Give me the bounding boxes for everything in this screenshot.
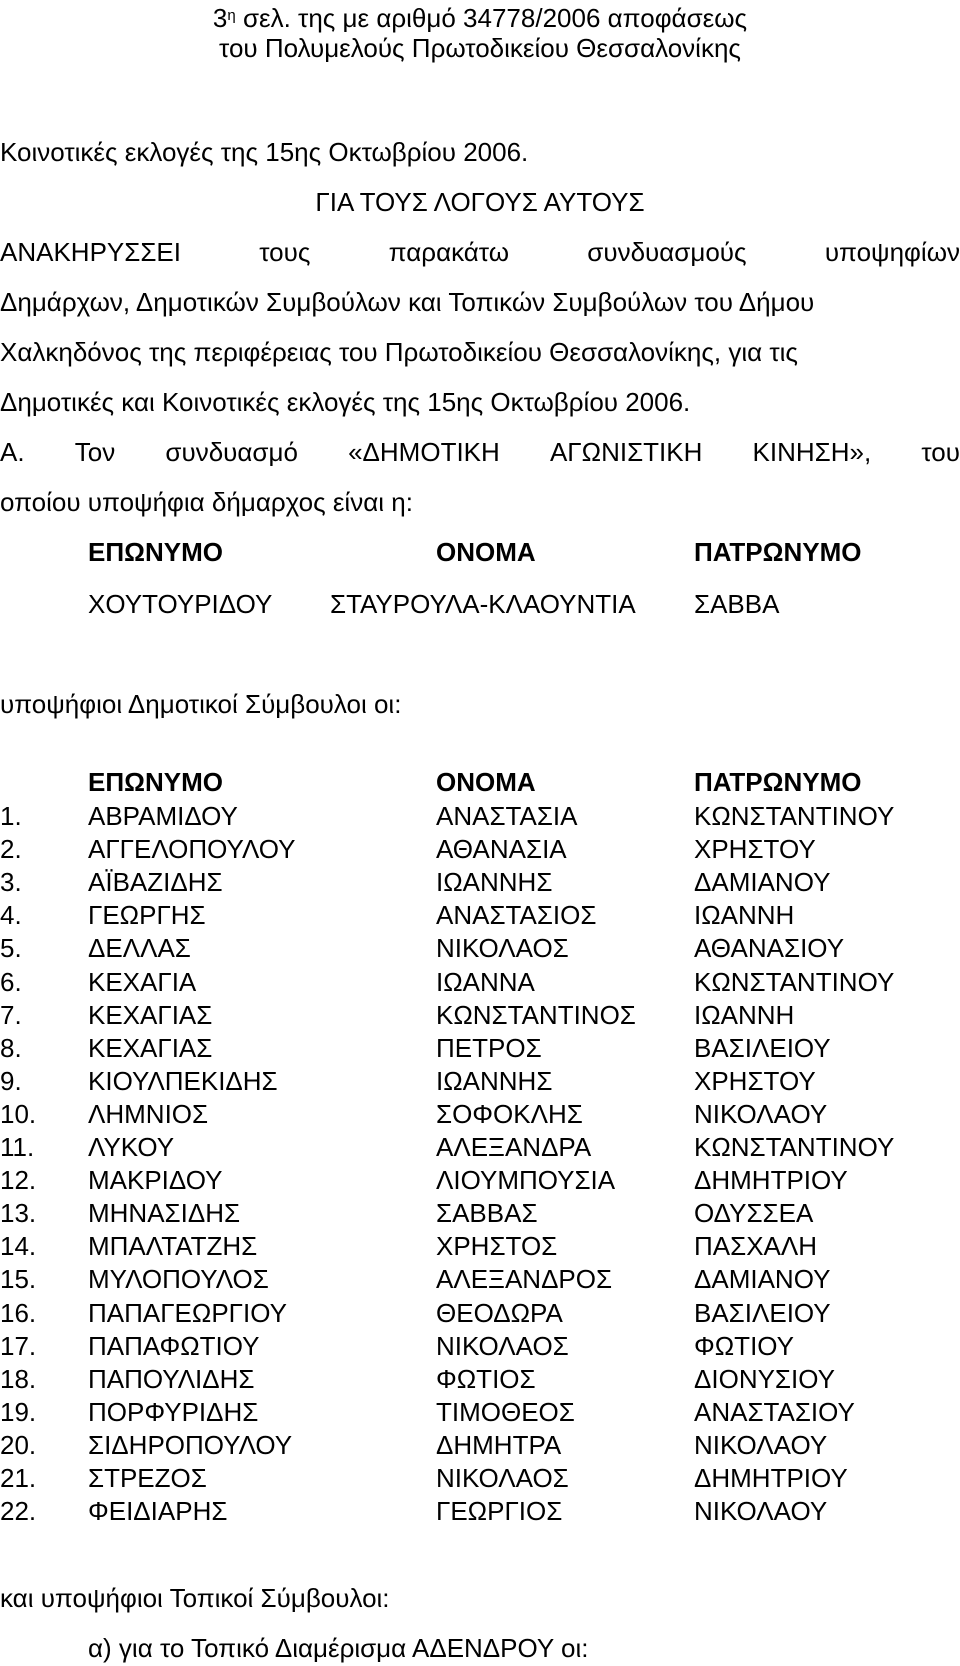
row-surname: ΑΓΓΕΛΟΠΟΥΛΟΥ bbox=[88, 834, 296, 864]
proclamation-line1 bbox=[0, 236, 960, 268]
row-surname: ΣΤΡΕΖΟΣ bbox=[88, 1463, 207, 1493]
row-name: ΙΩΑΝΝΑ bbox=[436, 967, 535, 997]
row-number: 9. bbox=[0, 1066, 22, 1096]
row-surname: ΑΪΒΑΖΙΔΗΣ bbox=[88, 867, 223, 897]
row-name: ΙΩΑΝΝΗΣ bbox=[436, 867, 553, 897]
row-name: ΚΩΝΣΤΑΝΤΙΝΟΣ bbox=[436, 1000, 636, 1030]
row-fathername: ΚΩΝΣΤΑΝΤΙΝΟΥ bbox=[694, 1132, 895, 1162]
row-number: 20. bbox=[0, 1430, 37, 1460]
row-number: 7. bbox=[0, 1000, 22, 1030]
word: ΑΓΩΝΙΣΤΙΚΗ bbox=[549, 437, 703, 467]
row-fathername: ΠΑΣΧΑΛΗ bbox=[694, 1231, 818, 1261]
row-fathername: ΑΘΑΝΑΣΙΟΥ bbox=[694, 933, 845, 963]
row-surname: ΠΑΠΑΓΕΩΡΓΙΟΥ bbox=[88, 1298, 287, 1328]
court-name: του Πολυμελούς Πρωτοδικείου Θεσσαλονίκης bbox=[219, 33, 741, 63]
row-name: ΘΕΟΔΩΡΑ bbox=[436, 1298, 563, 1328]
mayor-fathername: ΣΑΒΒΑ bbox=[694, 589, 780, 619]
word: υποψηφίων bbox=[824, 237, 960, 267]
row-name: ΑΛΕΞΑΝΔΡΟΣ bbox=[436, 1264, 613, 1294]
row-number: 13. bbox=[0, 1198, 37, 1228]
row-name: ΓΕΩΡΓΙΟΣ bbox=[436, 1496, 563, 1526]
row-fathername: ΝΙΚΟΛΑΟΥ bbox=[694, 1496, 828, 1526]
word: συνδυασμό bbox=[165, 437, 298, 467]
word: παρακάτω bbox=[388, 237, 510, 267]
col-header-surname: ΕΠΩΝΥΜΟ bbox=[88, 767, 223, 797]
row-number: 12. bbox=[0, 1165, 37, 1195]
row-surname: ΦΕΙΔΙΑΡΗΣ bbox=[88, 1496, 228, 1526]
row-surname: ΚΕΧΑΓΙΑ bbox=[88, 967, 197, 997]
row-name: ΑΝΑΣΤΑΣΙΟΣ bbox=[436, 900, 597, 930]
row-fathername: ΔΑΜΙΑΝΟΥ bbox=[694, 1264, 831, 1294]
page-number: 3 bbox=[212, 3, 228, 33]
row-name: ΤΙΜΟΘΕΟΣ bbox=[436, 1397, 575, 1427]
word: ΚΙΝΗΣΗ», bbox=[752, 437, 872, 467]
row-fathername: ΧΡΗΣΤΟΥ bbox=[694, 1066, 816, 1096]
row-name: ΦΩΤΙΟΣ bbox=[436, 1364, 536, 1394]
row-fathername: ΔΑΜΙΑΝΟΥ bbox=[694, 867, 831, 897]
row-number: 1. bbox=[0, 801, 22, 831]
row-surname: ΜΗΝΑΣΙΔΗΣ bbox=[88, 1198, 241, 1228]
row-number: 16. bbox=[0, 1298, 37, 1328]
mayor-name: ΣΤΑΥΡΟΥΛΑ-ΚΛΑΟΥΝΤΙΑ bbox=[330, 589, 636, 619]
row-name: ΝΙΚΟΛΑΟΣ bbox=[436, 933, 569, 963]
row-surname: ΚΕΧΑΓΙΑΣ bbox=[88, 1033, 213, 1063]
row-number: 19. bbox=[0, 1397, 37, 1427]
row-name: ΣΑΒΒΑΣ bbox=[436, 1198, 538, 1228]
row-fathername: ΔΙΟΝΥΣΙΟΥ bbox=[694, 1364, 835, 1394]
col-header-name: ΟΝΟΜΑ bbox=[436, 537, 536, 567]
row-fathername: ΒΑΣΙΛΕΙΟΥ bbox=[694, 1033, 831, 1063]
word: του bbox=[921, 437, 960, 467]
col-header-fathername: ΠΑΤΡΩΝΥΜΟ bbox=[694, 767, 862, 797]
proclamation-line2: Δημάρχων, Δημοτικών Συμβούλων και Τοπικών Συμβούλων του Δήμου bbox=[0, 287, 815, 317]
row-number: 6. bbox=[0, 967, 22, 997]
row-name: ΑΛΕΞΑΝΔΡΑ bbox=[436, 1132, 592, 1162]
row-surname: ΛΥΚΟΥ bbox=[88, 1132, 175, 1162]
row-surname: ΜΑΚΡΙΔΟΥ bbox=[88, 1165, 223, 1195]
row-name: ΛΙΟΥΜΠΟΥΣΙΑ bbox=[436, 1165, 616, 1195]
row-number: 11. bbox=[0, 1132, 35, 1162]
row-number: 15. bbox=[0, 1264, 37, 1294]
row-number: 5. bbox=[0, 933, 22, 963]
col-header-fathername: ΠΑΤΡΩΝΥΜΟ bbox=[694, 537, 862, 567]
proclamation-line4: Δημοτικές και Κοινοτικές εκλογές της 15ης Οκτωβρίου 2006. bbox=[0, 387, 691, 417]
local-district-line: α) για το Τοπικό Διαμέρισμα ΑΔΕΝΔΡΟΥ οι: bbox=[88, 1633, 589, 1663]
row-fathername: ΝΙΚΟΛΑΟΥ bbox=[694, 1099, 828, 1129]
mayor-surname: ΧΟΥΤΟΥΡΙΔΟΥ bbox=[88, 589, 273, 619]
row-name: ΧΡΗΣΤΟΣ bbox=[436, 1231, 558, 1261]
row-name: ΠΕΤΡΟΣ bbox=[436, 1033, 542, 1063]
row-name: ΝΙΚΟΛΑΟΣ bbox=[436, 1463, 569, 1493]
row-fathername: ΒΑΣΙΛΕΙΟΥ bbox=[694, 1298, 831, 1328]
word: ΑΝΑΚΗΡΥΣΣΕΙ bbox=[0, 237, 181, 267]
word: Α. bbox=[0, 437, 25, 467]
row-surname: ΠΟΡΦΥΡΙΔΗΣ bbox=[88, 1397, 259, 1427]
row-number: 10. bbox=[0, 1099, 37, 1129]
word: Τον bbox=[74, 437, 116, 467]
row-fathername: ΝΙΚΟΛΑΟΥ bbox=[694, 1430, 828, 1460]
row-name: ΝΙΚΟΛΑΟΣ bbox=[436, 1331, 569, 1361]
row-number: 22. bbox=[0, 1496, 37, 1526]
combo-line1 bbox=[0, 436, 960, 468]
row-surname: ΛΗΜΝΙΟΣ bbox=[88, 1099, 209, 1129]
row-surname: ΚΕΧΑΓΙΑΣ bbox=[88, 1000, 213, 1030]
row-surname: ΜΥΛΟΠΟΥΛΟΣ bbox=[88, 1264, 269, 1294]
councillors-intro: υποψήφιοι Δημοτικοί Σύμβουλοι οι: bbox=[0, 689, 402, 719]
page-number-suffix: η bbox=[227, 7, 236, 24]
row-fathername: ΧΡΗΣΤΟΥ bbox=[694, 834, 816, 864]
row-fathername: ΦΩΤΙΟΥ bbox=[694, 1331, 795, 1361]
row-number: 3. bbox=[0, 867, 22, 897]
row-surname: ΔΕΛΛΑΣ bbox=[88, 933, 191, 963]
row-number: 8. bbox=[0, 1033, 22, 1063]
local-intro: και υποψήφιοι Τοπικοί Σύμβουλοι: bbox=[0, 1583, 390, 1613]
row-fathername: ΟΔΥΣΣΕΑ bbox=[694, 1198, 814, 1228]
reasons-heading: ΓΙΑ ΤΟΥΣ ΛΟΓΟΥΣ ΑΥΤΟΥΣ bbox=[315, 187, 645, 217]
proclamation-line3: Χαλκηδόνος της περιφέρειας του Πρωτοδικείου Θεσσαλονίκης, για τις bbox=[0, 337, 798, 367]
row-fathername: ΔΗΜΗΤΡΙΟΥ bbox=[694, 1165, 848, 1195]
row-surname: ΣΙΔΗΡΟΠΟΥΛΟΥ bbox=[88, 1430, 293, 1460]
row-name: ΔΗΜΗΤΡΑ bbox=[436, 1430, 562, 1460]
word: συνδυασμούς bbox=[587, 237, 747, 267]
row-surname: ΑΒΡΑΜΙΔΟΥ bbox=[88, 801, 238, 831]
row-number: 2. bbox=[0, 834, 22, 864]
row-name: ΑΝΑΣΤΑΣΙΑ bbox=[436, 801, 578, 831]
row-fathername: ΚΩΝΣΤΑΝΤΙΝΟΥ bbox=[694, 801, 895, 831]
col-header-name: ΟΝΟΜΑ bbox=[436, 767, 536, 797]
row-surname: ΠΑΠΟΥΛΙΔΗΣ bbox=[88, 1364, 255, 1394]
row-surname: ΜΠΑΛΤΑΤΖΗΣ bbox=[88, 1231, 258, 1261]
row-number: 21. bbox=[0, 1463, 37, 1493]
page-header-line1 bbox=[0, 2, 960, 34]
row-surname: ΠΑΠΑΦΩΤΙΟΥ bbox=[88, 1331, 260, 1361]
row-surname: ΓΕΩΡΓΗΣ bbox=[88, 900, 206, 930]
row-fathername: ΔΗΜΗΤΡΙΟΥ bbox=[694, 1463, 848, 1493]
row-number: 14. bbox=[0, 1231, 37, 1261]
row-number: 18. bbox=[0, 1364, 37, 1394]
decision-ref: σελ. της με αριθμό 34778/2006 αποφάσεως bbox=[235, 3, 748, 33]
row-fathername: ΑΝΑΣΤΑΣΙΟΥ bbox=[694, 1397, 855, 1427]
col-header-surname: ΕΠΩΝΥΜΟ bbox=[88, 537, 223, 567]
combo-line2: οποίου υποψήφια δήμαρχος είναι η: bbox=[0, 487, 413, 517]
row-number: 17. bbox=[0, 1331, 37, 1361]
row-fathername: ΙΩΑΝΝΗ bbox=[694, 900, 795, 930]
word: «ΔΗΜΟΤΙΚΗ bbox=[348, 437, 500, 467]
row-name: ΣΟΦΟΚΛΗΣ bbox=[436, 1099, 583, 1129]
row-fathername: ΙΩΑΝΝΗ bbox=[694, 1000, 795, 1030]
elections-line: Κοινοτικές εκλογές της 15ης Οκτωβρίου 2006. bbox=[0, 137, 529, 167]
row-surname: ΚΙΟΥΛΠΕΚΙΔΗΣ bbox=[88, 1066, 278, 1096]
row-name: ΑΘΑΝΑΣΙΑ bbox=[436, 834, 567, 864]
row-fathername: ΚΩΝΣΤΑΝΤΙΝΟΥ bbox=[694, 967, 895, 997]
row-name: ΙΩΑΝΝΗΣ bbox=[436, 1066, 553, 1096]
word: τους bbox=[259, 237, 311, 267]
row-number: 4. bbox=[0, 900, 22, 930]
